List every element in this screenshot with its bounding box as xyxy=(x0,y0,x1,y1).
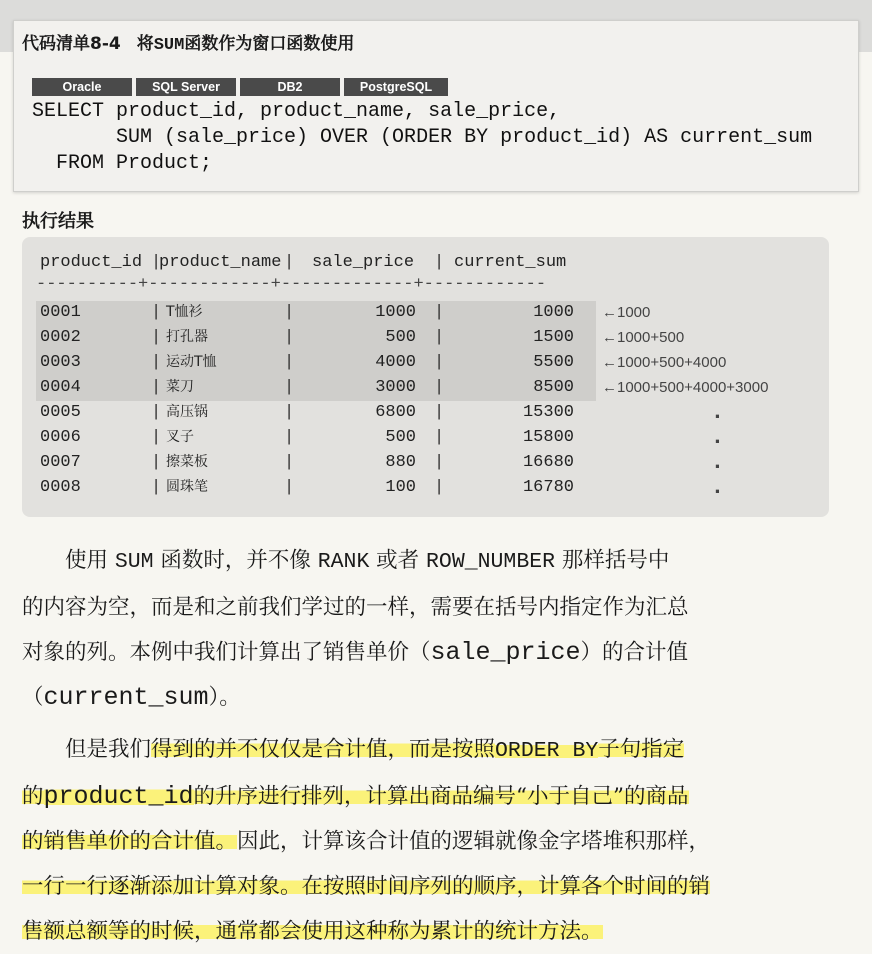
cell-sep: | xyxy=(284,353,295,372)
cell-product-name: 圆珠笔 xyxy=(166,479,208,495)
p1-code-currentsum: current_sum xyxy=(43,683,209,712)
cell-sep: | xyxy=(151,453,162,472)
header-product-id: product_id xyxy=(40,253,143,272)
p2-highlight: 一行一行逐渐添加计算对象。 xyxy=(22,874,302,899)
cell-product-name: 打孔器 xyxy=(166,329,208,345)
p1-code-sum: SUM xyxy=(114,550,154,574)
p2-highlight-cumulative: 累计 xyxy=(430,919,474,944)
cell-sep: | xyxy=(151,428,162,447)
p2-highlight: 的销售单价的合计值。 xyxy=(22,829,238,854)
p1-code-rank: RANK xyxy=(317,550,370,574)
db-tag-sqlserver: SQL Server xyxy=(136,78,236,96)
cell-product-name: 菜刀 xyxy=(166,379,194,395)
cell-sep: | xyxy=(434,378,445,397)
cell-current-sum: 16680 xyxy=(522,453,574,472)
table-row xyxy=(22,425,829,450)
cell-sep: | xyxy=(434,478,445,497)
cell-sep: | xyxy=(151,353,162,372)
cell-sep: | xyxy=(434,403,445,422)
p2-code-orderby: ORDER BY xyxy=(495,739,599,763)
db-tag-oracle: Oracle xyxy=(32,78,132,96)
cell-sep: | xyxy=(284,453,295,472)
db-tag-postgresql: PostgreSQL xyxy=(344,78,448,96)
cell-sep: | xyxy=(434,428,445,447)
p1-line-2: 的内容为空，而是和之前我们学过的一样，需要在括号内指定作为汇总 xyxy=(22,595,689,620)
cell-product-id: 0006 xyxy=(40,428,81,447)
p2-line-3 xyxy=(22,819,842,864)
listing-title-suffix: 函数作为窗口函数使用 xyxy=(184,34,355,54)
cell-sep: | xyxy=(151,403,162,422)
cell-sale-price: 6800 xyxy=(375,403,416,422)
cell-current-sum: 5500 xyxy=(533,353,574,372)
header-divider: ----------+------------+-------------+------------ xyxy=(36,275,547,294)
table-row xyxy=(22,350,829,375)
table-row xyxy=(22,300,829,325)
cell-sep: | xyxy=(151,378,162,397)
cell-sep: | xyxy=(434,353,445,372)
p2-text: 但是我们 xyxy=(65,737,152,762)
cell-current-sum: 15800 xyxy=(522,428,574,447)
paragraph-1 xyxy=(22,538,842,720)
p2-line-2 xyxy=(22,774,842,819)
code-line-2: SUM (sale_price) OVER (ORDER BY product_id) AS current_sum xyxy=(32,126,813,149)
p1-line-1 xyxy=(22,538,842,585)
table-row xyxy=(22,475,829,500)
p1-line-3 xyxy=(22,630,842,675)
cell-product-id: 0005 xyxy=(40,403,81,422)
p1-text: 或者 xyxy=(369,548,427,573)
code-line-1: SELECT product_id, product_name, sale_price, xyxy=(32,100,561,123)
cell-product-name: 运动T恤 xyxy=(166,354,217,370)
p2-line-4 xyxy=(22,864,842,909)
cell-product-id: 0007 xyxy=(40,453,81,472)
header-current-sum: current_sum xyxy=(454,253,567,272)
p2-highlight: 的 xyxy=(22,784,44,809)
header-sep: | xyxy=(284,253,295,272)
p1-text: （ xyxy=(22,685,44,710)
cell-product-name: 高压锅 xyxy=(166,404,208,420)
cell-sale-price: 4000 xyxy=(375,353,416,372)
cell-sep: | xyxy=(434,328,445,347)
p1-text: 函数时，并不像 xyxy=(153,548,318,573)
sql-code xyxy=(32,99,812,177)
cell-product-id: 0008 xyxy=(40,478,81,497)
continuation-dot: . xyxy=(714,402,721,423)
p2-highlight: 在按照时间序列的顺序，计算各个时间的销 xyxy=(301,874,711,899)
continuation-dot: . xyxy=(714,477,721,498)
cell-sale-price: 3000 xyxy=(375,378,416,397)
cell-product-id: 0002 xyxy=(40,328,81,347)
p1-code-saleprice: sale_price xyxy=(430,638,581,667)
continuation-dot: . xyxy=(714,452,721,473)
p1-line-4 xyxy=(22,675,842,720)
cell-sale-price: 100 xyxy=(385,478,416,497)
p2-highlight: 售额总额等的时候，通常都会使用这种称为 xyxy=(22,919,431,944)
p2-text: 因此，计算该合计值的逻辑就像金字塔堆积那样， xyxy=(237,829,711,854)
cell-sep: | xyxy=(151,303,162,322)
cell-current-sum: 8500 xyxy=(533,378,574,397)
cell-product-id: 0001 xyxy=(40,303,81,322)
table-row xyxy=(22,400,829,425)
table-row xyxy=(22,450,829,475)
db-tag-db2: DB2 xyxy=(240,78,340,96)
p2-highlight: 子句指定 xyxy=(598,737,685,762)
cell-sale-price: 500 xyxy=(385,328,416,347)
p2-line-1 xyxy=(22,727,842,774)
cell-sale-price: 500 xyxy=(385,428,416,447)
p1-code-rownumber: ROW_NUMBER xyxy=(426,550,556,574)
cell-sep: | xyxy=(284,378,295,397)
cell-current-sum: 15300 xyxy=(522,403,574,422)
header-sep: | xyxy=(151,253,162,272)
continuation-dot: . xyxy=(714,427,721,448)
listing-number: 代码清单8-4 xyxy=(22,34,121,54)
db-tag-list xyxy=(32,78,452,96)
header-sale-price: sale_price xyxy=(312,253,415,272)
header-product-name: product_name xyxy=(159,253,282,272)
p1-text: ）。 xyxy=(208,685,241,710)
cell-current-sum: 1500 xyxy=(533,328,574,347)
cell-sep: | xyxy=(151,328,162,347)
p1-text: 那样括号中 xyxy=(555,548,670,573)
p2-highlight: 的统计方法。 xyxy=(473,919,603,944)
p1-text: 对象的列。本例中我们计算出了销售单价（ xyxy=(22,640,431,665)
table-row xyxy=(22,375,829,400)
cell-sale-price: 1000 xyxy=(375,303,416,322)
cell-sep: | xyxy=(284,303,295,322)
cell-sep: | xyxy=(151,478,162,497)
result-table xyxy=(22,237,829,517)
cumulative-note: ←1000 xyxy=(602,304,651,321)
cell-current-sum: 16780 xyxy=(522,478,574,497)
listing-title-keyword: SUM xyxy=(153,36,185,55)
paragraph-2 xyxy=(22,727,842,954)
result-label: 执行结果 xyxy=(22,211,94,232)
cell-product-id: 0003 xyxy=(40,353,81,372)
cell-sep: | xyxy=(284,478,295,497)
p2-highlight: 得到的并不仅仅是合计值，而是按照 xyxy=(151,737,496,762)
cumulative-note: ←1000+500+4000+3000 xyxy=(602,379,769,396)
cell-product-id: 0004 xyxy=(40,378,81,397)
cumulative-note: ←1000+500+4000 xyxy=(602,354,727,371)
code-listing-box xyxy=(13,20,859,192)
table-row xyxy=(22,325,829,350)
cumulative-note: ←1000+500 xyxy=(602,329,685,346)
cell-sep: | xyxy=(284,428,295,447)
cell-current-sum: 1000 xyxy=(533,303,574,322)
cell-product-name: 擦菜板 xyxy=(166,454,208,470)
cell-sep: | xyxy=(284,403,295,422)
code-line-3: FROM Product; xyxy=(32,152,213,175)
p1-text: 使用 xyxy=(65,548,115,573)
listing-title xyxy=(22,29,354,55)
p2-highlight: 的升序进行排列，计算出商品编号“小于自己”的商品 xyxy=(193,784,689,809)
p2-line-5 xyxy=(22,909,842,954)
cell-sep: | xyxy=(284,328,295,347)
listing-title-prefix: 将 xyxy=(136,34,154,54)
p2-code-productid: product_id xyxy=(43,782,194,811)
cell-sep: | xyxy=(434,303,445,322)
cell-sale-price: 880 xyxy=(385,453,416,472)
cell-product-name: 叉子 xyxy=(166,429,194,445)
header-sep: | xyxy=(434,253,445,272)
cell-product-name: T恤衫 xyxy=(166,304,203,320)
p1-text: ）的合计值 xyxy=(580,640,689,665)
cell-sep: | xyxy=(434,453,445,472)
